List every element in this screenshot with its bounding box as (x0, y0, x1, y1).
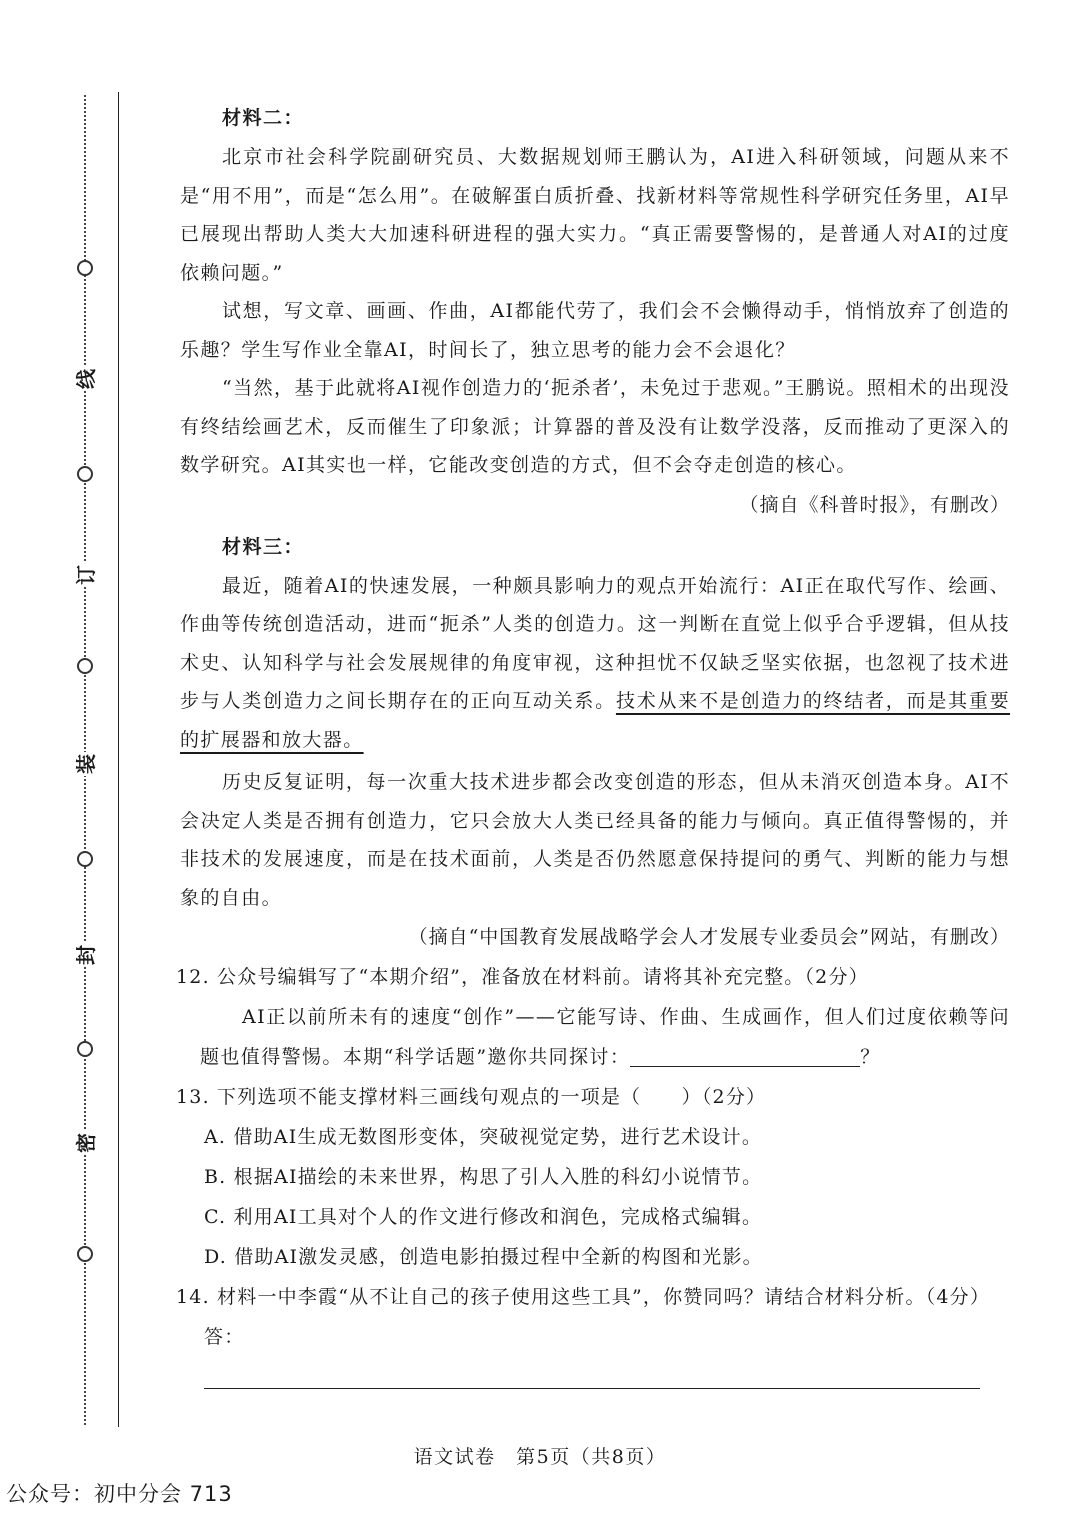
answer-label: 答： (204, 1326, 245, 1348)
material-three-paragraph (180, 567, 1010, 760)
watermark: 公众号：初中分会 713 (6, 1482, 233, 1506)
underlined-sentence: 技术从来不是创造力的终结者，而是其重要的扩展器和放大器。 (180, 690, 1010, 751)
option-c[interactable]: C. 利用AI工具对个人的作文进行修改和润色，完成格式编辑。 (204, 1206, 763, 1228)
binding-char-xian: 线 (74, 369, 98, 389)
page-footer: 语文试卷 第5页（共8页） (413, 1446, 667, 1468)
option-b[interactable]: B. 根据AI描绘的未来世界，构思了引人入胜的科幻小说情节。 (204, 1166, 763, 1188)
answer-line[interactable] (204, 1366, 980, 1389)
material-two (180, 98, 1010, 525)
material-two-paragraph: “当然，基于此就将AI视作创造力的‘扼杀者’，未免过于悲观。”王鹏说。照相术的出现没有终结绘画艺术，反而催生了印象派；计算器的普及没有让数学没落，反而推动了更深入的数学研究。AI其实也一样，它能改变创造的方式，但不会夺走创造的核心。 (180, 377, 1010, 476)
binding-ring (77, 1246, 93, 1262)
binding-char-ding: 订 (74, 565, 98, 585)
binding-ring (77, 466, 93, 482)
material-two-paragraph: 北京市社会科学院副研究员、大数据规划师王鹏认为，AI进入科研领域，问题从来不是“用不用”，而是“怎么用”。在破解蛋白质折叠、找新材料等常规性科学研究任务里，AI早已展现出帮助人类大大加速科研进程的强大实力。“真正需要警惕的，是普通人对AI的过度依赖问题。” (180, 146, 1010, 284)
margin-rule (118, 92, 119, 1427)
material-two-source: （摘自《科普时报》，有删改） (739, 493, 1010, 516)
question-13 (176, 1077, 1010, 1277)
binding-char-feng: 封 (74, 945, 98, 965)
binding-char-zhuang: 装 (74, 754, 98, 774)
question-12-blank[interactable] (630, 1046, 860, 1067)
question-14-stem: 14. 材料一中李霞“从不让自己的孩子使用这些工具”，你赞同吗？请结合材料分析。（4分） (176, 1286, 991, 1308)
binding-ring (77, 851, 93, 867)
material-three-heading: 材料三： (222, 535, 305, 558)
option-a[interactable]: A. 借助AI生成无数图形变体，突破视觉定势，进行艺术设计。 (204, 1126, 763, 1148)
binding-ring (77, 1041, 93, 1057)
material-two-paragraph: 试想，写文章、画画、作曲，AI都能代劳了，我们会不会懒得动手，悄悄放弃了创造的乐趣？学生写作业全靠AI，时间长了，独立思考的能力会不会退化？ (180, 300, 1010, 361)
question-12-end: ？ (860, 1046, 881, 1068)
binding-margin (0, 0, 120, 1430)
binding-char-mi: 密 (74, 1133, 98, 1153)
material-three-paragraph: 历史反复证明，每一次重大技术进步都会改变创造的形态，但从未消灭创造本身。AI不会决定人类是否拥有创造力，它只会放大人类已经具备的能力与倾向。真正值得警惕的，并非技术的发展速度，而是在技术面前，人类是否仍然愿意保持提问的勇气、判断的能力与想象的自由。 (180, 771, 1010, 909)
question-14-answer (204, 1317, 1010, 1397)
binding-ring (77, 658, 93, 674)
page-content (176, 98, 1010, 1397)
question-12-stem: 12. 公众号编辑写了“本期介绍”，准备放在材料前。请将其补充完整。（2分） (176, 966, 869, 988)
question-13-stem: 13. 下列选项不能支撑材料三画线句观点的一项是（ ）（2分） (176, 1086, 767, 1108)
question-12-intro (200, 997, 1010, 1077)
material-two-heading: 材料二： (222, 107, 305, 129)
binding-ring (77, 260, 93, 276)
question-14 (176, 1277, 1010, 1397)
option-d[interactable]: D. 借助AI激发灵感，创造电影拍摄过程中全新的构图和光影。 (204, 1246, 763, 1268)
material-three (180, 527, 1010, 958)
question-12-text: AI正以前所未有的速度“创作”——它能写诗、作曲、生成画作，但人们过度依赖等问题也值得警惕。本期“科学话题”邀你共同探讨： (200, 1006, 1010, 1068)
material-three-text: 最近，随着AI的快速发展，一种颇具影响力的观点开始流行：AI正在取代写作、绘画、作曲等传统创造活动，进而“扼杀”人类的创造力。这一判断在直觉上似乎合乎逻辑，但从技术史、认知科学与社会发展规律的角度审视，这种担忧不仅缺乏坚实依据，也忽视了技术进步与人类创造力之间长期存在的正向互动关系。 (180, 574, 1010, 712)
material-three-source: （摘自“中国教育发展战略学会人才发展专业委员会”网站，有删改） (408, 926, 1010, 948)
question-12 (176, 957, 1010, 1077)
